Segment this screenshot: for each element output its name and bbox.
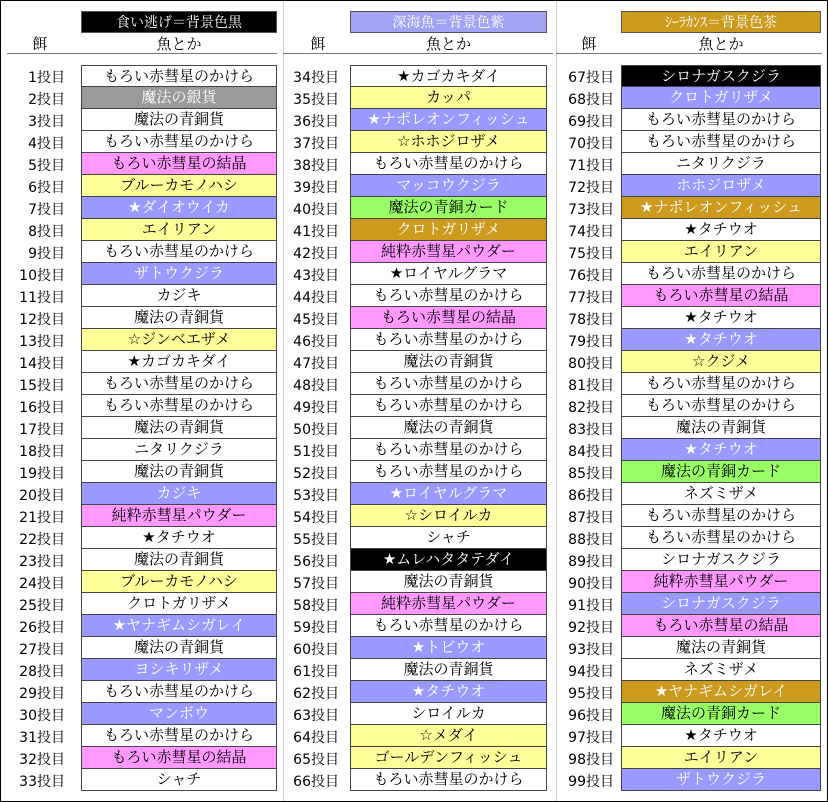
header-bait: 餌	[32, 35, 48, 53]
cast-number: 33投目	[19, 774, 65, 790]
catch-cell: ★ロイヤルグラマ	[350, 263, 547, 285]
catch-cell: もろい赤彗星のかけら	[350, 439, 547, 461]
catch-cell: ★タチウオ	[621, 439, 821, 461]
cast-number: 99投目	[568, 774, 614, 790]
cast-number: 69投目	[568, 114, 614, 130]
catch-cell: 魔法の青銅貨	[350, 417, 547, 439]
cast-number: 25投目	[19, 598, 65, 614]
catch-cell: 純粋赤彗星パウダー	[81, 505, 277, 527]
catch-cell: ★ナポレオンフィッシュ	[621, 197, 821, 219]
catch-cell: カジキ	[81, 483, 277, 505]
cast-number: 62投目	[293, 686, 339, 702]
catch-cell: もろい赤彗星のかけら	[350, 461, 547, 483]
catch-cell: 魔法の青銅カード	[621, 703, 821, 725]
cast-number: 82投目	[568, 400, 614, 416]
cast-number: 36投目	[293, 114, 339, 130]
catch-cell: クロトガリザメ	[350, 219, 547, 241]
cast-number: 16投目	[19, 400, 65, 416]
cast-number: 8投目	[28, 224, 65, 240]
cast-number: 78投目	[568, 312, 614, 328]
cast-number: 84投目	[568, 444, 614, 460]
cast-number: 27投目	[19, 642, 65, 658]
catch-cell: もろい赤彗星のかけら	[350, 769, 547, 791]
header-bait: 餌	[581, 35, 597, 53]
cast-number: 38投目	[293, 158, 339, 174]
cast-number: 35投目	[293, 92, 339, 108]
catch-cell: もろい赤彗星の結晶	[621, 285, 821, 307]
cast-number: 59投目	[293, 620, 339, 636]
catch-cell: もろい赤彗星のかけら	[350, 153, 547, 175]
cast-number: 70投目	[568, 136, 614, 152]
catch-cell: マッコウクジラ	[350, 175, 547, 197]
catch-cell: もろい赤彗星のかけら	[350, 285, 547, 307]
catch-cell: シロナガスクジラ	[621, 549, 821, 571]
catch-cell: 魔法の青銅貨	[350, 571, 547, 593]
cast-number: 98投目	[568, 752, 614, 768]
cast-number: 61投目	[293, 664, 339, 680]
catch-cell: 純粋赤彗星パウダー	[621, 571, 821, 593]
catch-cell: シャチ	[350, 527, 547, 549]
catch-cell: ★カゴカキダイ	[81, 351, 277, 373]
catch-cell: 魔法の青銅カード	[621, 461, 821, 483]
catch-cell: ネズミザメ	[621, 483, 821, 505]
cast-number: 10投目	[19, 268, 65, 284]
catch-cell: 魔法の青銅貨	[81, 637, 277, 659]
cast-number: 7投目	[28, 202, 65, 218]
cast-number: 94投目	[568, 664, 614, 680]
catch-cell: ★タチウオ	[81, 527, 277, 549]
cast-number: 80投目	[568, 356, 614, 372]
catch-cell: ホホジロザメ	[621, 175, 821, 197]
cast-number: 93投目	[568, 642, 614, 658]
cast-number: 31投目	[19, 730, 65, 746]
catch-cell: エイリアン	[621, 241, 821, 263]
catch-cell: カッパ	[350, 87, 547, 109]
catch-cell: ザトウクジラ	[81, 263, 277, 285]
cast-number: 24投目	[19, 576, 65, 592]
catch-cell: もろい赤彗星のかけら	[350, 373, 547, 395]
header-rule	[556, 53, 822, 54]
cast-number: 90投目	[568, 576, 614, 592]
catch-cell: もろい赤彗星のかけら	[350, 615, 547, 637]
cast-number: 17投目	[19, 422, 65, 438]
cast-number: 67投目	[568, 70, 614, 86]
cast-number: 68投目	[568, 92, 614, 108]
cast-number: 66投目	[293, 774, 339, 790]
cast-number: 29投目	[19, 686, 65, 702]
catch-cell: 魔法の青銅貨	[350, 659, 547, 681]
catch-cell: 魔法の銀貨	[81, 87, 277, 109]
cast-number: 48投目	[293, 378, 339, 394]
cast-number: 42投目	[293, 246, 339, 262]
cast-number: 56投目	[293, 554, 339, 570]
catch-cell: 魔法の青銅貨	[81, 307, 277, 329]
catch-cell: ヨシキリザメ	[81, 659, 277, 681]
catch-cell: もろい赤彗星のかけら	[621, 109, 821, 131]
cast-number: 79投目	[568, 334, 614, 350]
header-fish: 魚とか	[156, 35, 202, 53]
cast-number: 95投目	[568, 686, 614, 702]
catch-cell: もろい赤彗星のかけら	[621, 263, 821, 285]
catch-cell: 魔法の青銅貨	[621, 637, 821, 659]
cast-number: 89投目	[568, 554, 614, 570]
cast-number: 88投目	[568, 532, 614, 548]
cast-number: 81投目	[568, 378, 614, 394]
cast-number: 75投目	[568, 246, 614, 262]
cast-number: 63投目	[293, 708, 339, 724]
cast-number: 97投目	[568, 730, 614, 746]
catch-cell: ザトウクジラ	[621, 769, 821, 791]
catch-cell: もろい赤彗星のかけら	[621, 131, 821, 153]
cast-number: 34投目	[293, 70, 339, 86]
catch-cell: ★ムレハタタテダイ	[350, 549, 547, 571]
catch-cell: ★ダイオウイカ	[81, 197, 277, 219]
cast-number: 51投目	[293, 444, 339, 460]
cast-number: 76投目	[568, 268, 614, 284]
catch-cell: ★ヤナギムシガレイ	[81, 615, 277, 637]
catch-cell: ネズミザメ	[621, 659, 821, 681]
cast-number: 86投目	[568, 488, 614, 504]
catch-cell: もろい赤彗星の結晶	[81, 747, 277, 769]
cast-number: 41投目	[293, 224, 339, 240]
cast-number: 18投目	[19, 444, 65, 460]
cast-number: 1投目	[28, 70, 65, 86]
cast-number: 85投目	[568, 466, 614, 482]
cast-number: 91投目	[568, 598, 614, 614]
cast-number: 21投目	[19, 510, 65, 526]
cast-number: 14投目	[19, 356, 65, 372]
catch-cell: シロナガスクジラ	[621, 65, 821, 87]
catch-cell: もろい赤彗星のかけら	[81, 681, 277, 703]
catch-cell: もろい赤彗星の結晶	[81, 153, 277, 175]
catch-cell: もろい赤彗星のかけら	[81, 241, 277, 263]
cast-number: 20投目	[19, 488, 65, 504]
cast-number: 28投目	[19, 664, 65, 680]
catch-cell: もろい赤彗星のかけら	[350, 329, 547, 351]
cast-number: 96投目	[568, 708, 614, 724]
catch-cell: ☆ジンベエザメ	[81, 329, 277, 351]
cast-number: 92投目	[568, 620, 614, 636]
catch-cell: もろい赤彗星のかけら	[81, 395, 277, 417]
cast-number: 77投目	[568, 290, 614, 306]
cast-number: 45投目	[293, 312, 339, 328]
catch-cell: もろい赤彗星の結晶	[621, 615, 821, 637]
catch-cell: ☆ホホジロザメ	[350, 131, 547, 153]
cast-number: 58投目	[293, 598, 339, 614]
catch-cell: クロトガリザメ	[81, 593, 277, 615]
catch-cell: もろい赤彗星のかけら	[621, 527, 821, 549]
cast-number: 9投目	[28, 246, 65, 262]
legend-deepsea-purple: 深海魚＝背景色紫	[350, 11, 547, 33]
catch-cell: もろい赤彗星のかけら	[621, 395, 821, 417]
catch-cell: ★タチウオ	[621, 307, 821, 329]
catch-cell: シャチ	[81, 769, 277, 791]
cast-number: 2投目	[28, 92, 65, 108]
catch-cell: 純粋赤彗星パウダー	[350, 241, 547, 263]
legend-escape-black: 食い逃げ＝背景色黒	[81, 11, 277, 33]
catch-cell: もろい赤彗星のかけら	[81, 65, 277, 87]
catch-cell: もろい赤彗星のかけら	[350, 395, 547, 417]
catch-cell: もろい赤彗星の結晶	[350, 307, 547, 329]
cast-number: 3投目	[28, 114, 65, 130]
cast-number: 6投目	[28, 180, 65, 196]
catch-cell: クロトガリザメ	[621, 87, 821, 109]
cast-number: 72投目	[568, 180, 614, 196]
cast-number: 5投目	[28, 158, 65, 174]
catch-cell: 魔法の青銅貨	[81, 549, 277, 571]
catch-cell: ニタリクジラ	[81, 439, 277, 461]
catch-cell: エイリアン	[621, 747, 821, 769]
catch-cell: マンボウ	[81, 703, 277, 725]
cast-number: 71投目	[568, 158, 614, 174]
cast-number: 65投目	[293, 752, 339, 768]
cast-number: 55投目	[293, 532, 339, 548]
cast-number: 30投目	[19, 708, 65, 724]
cast-number: 15投目	[19, 378, 65, 394]
catch-cell: ゴールデンフィッシュ	[350, 747, 547, 769]
cast-number: 22投目	[19, 532, 65, 548]
catch-cell: 魔法の青銅カード	[350, 197, 547, 219]
cast-number: 26投目	[19, 620, 65, 636]
catch-cell: ★ヤナギムシガレイ	[621, 681, 821, 703]
catch-cell: ニタリクジラ	[621, 153, 821, 175]
header-fish: 魚とか	[425, 35, 471, 53]
catch-cell: 魔法の青銅貨	[350, 351, 547, 373]
cast-number: 40投目	[293, 202, 339, 218]
cast-number: 52投目	[293, 466, 339, 482]
cast-number: 83投目	[568, 422, 614, 438]
cast-number: 57投目	[293, 576, 339, 592]
cast-number: 32投目	[19, 752, 65, 768]
cast-number: 19投目	[19, 466, 65, 482]
cast-number: 44投目	[293, 290, 339, 306]
catch-cell: ☆シロイルカ	[350, 505, 547, 527]
catch-cell: ブルーカモノハシ	[81, 571, 277, 593]
cast-number: 46投目	[293, 334, 339, 350]
cast-number: 50投目	[293, 422, 339, 438]
header-bait: 餌	[310, 35, 326, 53]
catch-cell: 純粋赤彗星パウダー	[350, 593, 547, 615]
cast-number: 13投目	[19, 334, 65, 350]
catch-cell: ★タチウオ	[621, 219, 821, 241]
catch-cell: もろい赤彗星のかけら	[81, 725, 277, 747]
catch-cell: ★カゴカキダイ	[350, 65, 547, 87]
cast-number: 47投目	[293, 356, 339, 372]
cast-number: 60投目	[293, 642, 339, 658]
catch-cell: ☆クジメ	[621, 351, 821, 373]
catch-cell: ブルーカモノハシ	[81, 175, 277, 197]
catch-cell: ★ロイヤルグラマ	[350, 483, 547, 505]
catch-cell: ☆メダイ	[350, 725, 547, 747]
cast-number: 49投目	[293, 400, 339, 416]
cast-number: 37投目	[293, 136, 339, 152]
catch-cell: もろい赤彗星のかけら	[81, 131, 277, 153]
catch-cell: カジキ	[81, 285, 277, 307]
cast-number: 4投目	[28, 136, 65, 152]
catch-cell: もろい赤彗星のかけら	[81, 373, 277, 395]
catch-cell: ★タチウオ	[621, 725, 821, 747]
catch-cell: ★タチウオ	[350, 681, 547, 703]
cast-number: 39投目	[293, 180, 339, 196]
header-rule	[283, 53, 553, 54]
cast-number: 23投目	[19, 554, 65, 570]
cast-number: 74投目	[568, 224, 614, 240]
catch-cell: ★トビウオ	[350, 637, 547, 659]
catch-cell: シロイルカ	[350, 703, 547, 725]
catch-cell: シロナガスクジラ	[621, 593, 821, 615]
catch-cell: 魔法の青銅貨	[621, 417, 821, 439]
legend-coelacanth-brown: ｼｰﾗｶﾝｽ＝背景色茶	[621, 11, 821, 33]
cast-number: 73投目	[568, 202, 614, 218]
catch-cell: 魔法の青銅貨	[81, 417, 277, 439]
cast-number: 64投目	[293, 730, 339, 746]
header-fish: 魚とか	[698, 35, 744, 53]
catch-cell: もろい赤彗星のかけら	[621, 505, 821, 527]
catch-cell: ★タチウオ	[621, 329, 821, 351]
cast-number: 53投目	[293, 488, 339, 504]
header-rule	[7, 53, 277, 54]
cast-number: 43投目	[293, 268, 339, 284]
cast-number: 87投目	[568, 510, 614, 526]
catch-cell: 魔法の青銅貨	[81, 109, 277, 131]
cast-number: 11投目	[19, 290, 65, 306]
cast-number: 12投目	[19, 312, 65, 328]
catch-cell: もろい赤彗星のかけら	[621, 373, 821, 395]
cast-number: 54投目	[293, 510, 339, 526]
catch-cell: 魔法の青銅貨	[81, 461, 277, 483]
catch-cell: ★ナポレオンフィッシュ	[350, 109, 547, 131]
catch-cell: エイリアン	[81, 219, 277, 241]
